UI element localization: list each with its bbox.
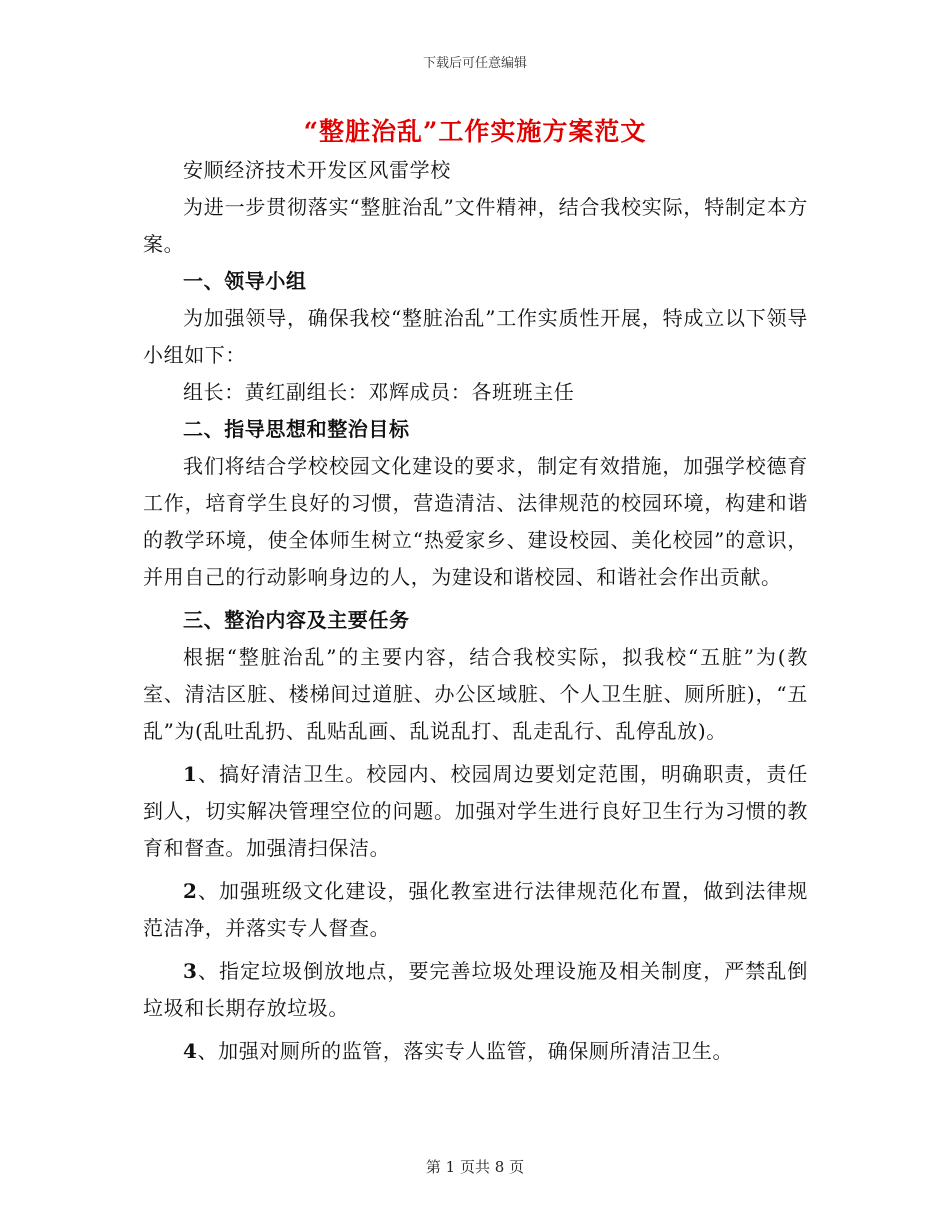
list-item-text: 、搞好清洁卫生。校园内、校园周边要划定范围，明确职责，责任到人，切实解决管理空位的问题。加强对学生进行良好卫生行为习惯的教育和督查。加强清扫保洁。 [143, 762, 808, 860]
section-3-heading: 三、整治内容及主要任务 [183, 608, 410, 632]
list-item-number: 4 [183, 1039, 198, 1063]
section-1-heading: 一、领导小组 [183, 269, 307, 293]
list-item-number: 3 [183, 959, 198, 983]
list-item-number: 1 [183, 762, 198, 786]
list-item-text: 、加强班级文化建设，强化教室进行法律规范化布置，做到法律规范洁净，并落实专人督查。 [143, 879, 808, 940]
list-item-text: 、指定垃圾倒放地点，要完善垃圾处理设施及相关制度，严禁乱倒垃圾和长期存放垃圾。 [143, 959, 808, 1020]
section-3-paragraph: 根据“整脏治乱”的主要内容，结合我校实际，拟我校“五脏”为(教室、清洁区脏、楼梯间过道脏、办公区域脏、个人卫生脏、厕所脏)，“五乱”为(乱吐乱扔、乱贴乱画、乱说乱打、乱走乱行、乱停乱放)。 [143, 645, 808, 743]
page-footer: 第 1 页共 8 页 [425, 1158, 525, 1176]
section-2-heading: 二、指导思想和整治目标 [183, 417, 410, 441]
intro-paragraph: 为进一步贯彻落实“整脏治乱”文件精神，结合我校实际，特制定本方案。 [143, 195, 808, 256]
section-1-members: 组长：黄红副组长：邓辉成员：各班班主任 [183, 380, 575, 404]
document-title: “整脏治乱”工作实施方案范文 [303, 117, 647, 146]
list-item-number: 2 [183, 879, 198, 903]
list-item-text: 、加强对厕所的监管，落实专人监管，确保厕所清洁卫生。 [197, 1039, 734, 1063]
document-body [143, 152, 808, 1070]
list-item [143, 756, 808, 867]
org-line: 安顺经济技术开发区风雷学校 [183, 158, 451, 182]
list-item [143, 1033, 808, 1070]
list-item [143, 953, 808, 1027]
section-2-paragraph: 我们将结合学校校园文化建设的要求，制定有效措施，加强学校德育工作，培育学生良好的习惯，营造清洁、法律规范的校园环境，构建和谐的教学环境，使全体师生树立“热爱家乡、建设校园、美化校园”的意识，并用自己的行动影响身边的人，为建设和谐校园、和谐社会作出贡献。 [143, 454, 808, 589]
list-item [143, 873, 808, 947]
section-1-paragraph: 为加强领导，确保我校“整脏治乱”工作实质性开展，特成立以下领导小组如下： [143, 306, 808, 367]
header-note: 下载后可任意编辑 [422, 56, 527, 71]
